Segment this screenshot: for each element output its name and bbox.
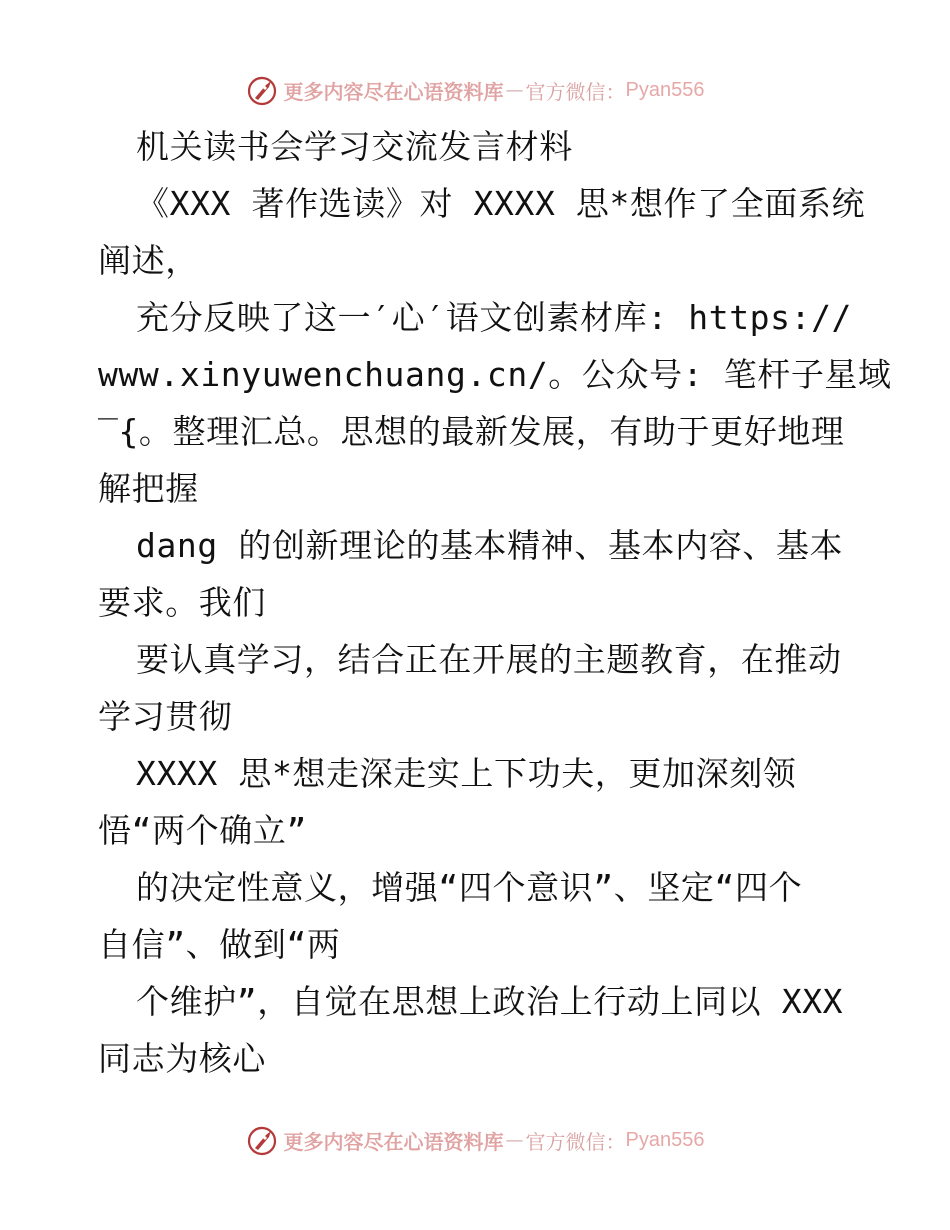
footer-watermark: [0, 1120, 950, 1160]
watermark-handle: Pyan556: [625, 1128, 705, 1151]
document-title: 机关读书会学习交流发言材料: [136, 127, 573, 166]
paragraph-line: 充分反映了这一′心′语文创素材库: https://: [136, 298, 853, 337]
paragraph-line: 《XXX 著作选读》对 XXXX 思*想作了全面系统: [136, 184, 866, 223]
paragraph-line: 要认真学习，结合正在开展的主题教育，在推动: [136, 640, 842, 679]
document-body: [98, 118, 892, 1087]
watermark-separator: —: [505, 1129, 524, 1151]
paragraph-line: www.xinyuwenchuang.cn/。公众号: 笔杆子星域: [98, 355, 892, 394]
paragraph-line: 要求。我们: [98, 583, 266, 622]
paragraph-line: 学习贯彻: [98, 697, 233, 736]
paragraph-line: 自信”、做到“两: [98, 925, 341, 964]
paragraph-line: 的决定性意义，增强“四个意识”、坚定“四个: [136, 868, 803, 907]
paragraph-line: ‾{。整理汇总。思想的最新发展，有助于更好地理: [98, 412, 845, 451]
watermark-handle: Pyan556: [625, 78, 705, 101]
paragraph-line: dang 的创新理论的基本精神、基本内容、基本: [136, 526, 844, 565]
paragraph-line: XXXX 思*想走深走实上下功夫，更加深刻领: [136, 754, 797, 793]
pen-nib-seal-icon: [246, 1123, 280, 1157]
watermark-label: 官方微信：: [525, 1129, 626, 1154]
watermark-label: 官方微信：: [525, 79, 626, 104]
paragraph-line: 同志为核心: [98, 1039, 266, 1078]
paragraph-line: 解把握: [98, 469, 199, 508]
watermark-text: 更多内容尽在心语资料库: [283, 1129, 504, 1154]
paragraph-line: 个维护”，自觉在思想上政治上行动上同以 XXX: [136, 982, 844, 1021]
paragraph-line: 阐述，: [98, 241, 199, 280]
header-watermark: [0, 70, 950, 110]
watermark-separator: —: [505, 79, 524, 101]
watermark-text: 更多内容尽在心语资料库: [283, 79, 504, 104]
pen-nib-seal-icon: [246, 73, 280, 107]
paragraph-line: 悟“两个确立”: [98, 811, 307, 850]
